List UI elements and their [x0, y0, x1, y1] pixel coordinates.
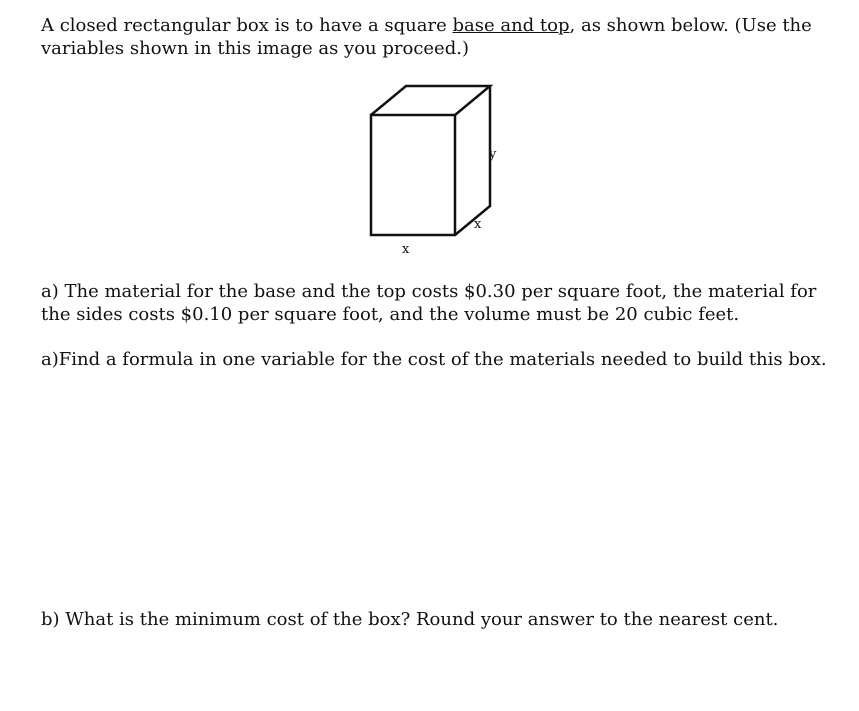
intro-paragraph: [41, 14, 831, 60]
box-front-face: [371, 115, 455, 235]
part-a-question-text: a)Find a formula in one variable for the cost of the materials needed to build this box.: [41, 349, 827, 370]
label-depth-x: x: [474, 217, 482, 232]
label-width-x: x: [402, 242, 410, 257]
intro-text-underlined: base and top: [452, 15, 570, 36]
box-figure: [340, 80, 520, 260]
part-b-question-text: b) What is the minimum cost of the box? Round your answer to the nearest cent.: [41, 609, 779, 630]
box-side-face: [455, 86, 490, 235]
box-top-face: [371, 86, 490, 115]
intro-text-end: , as shown below. (Use the variables shown in this image as you proceed.): [41, 15, 812, 59]
label-height-y: y: [489, 147, 497, 162]
part-a-given-text: a) The material for the base and the top costs $0.30 per square foot, the material for the sides costs $0.10 per square foot, and the volume must be 20 cubic feet.: [41, 281, 817, 325]
box-diagram: [340, 80, 520, 260]
intro-text-start: A closed rectangular box is to have a square: [41, 15, 453, 36]
